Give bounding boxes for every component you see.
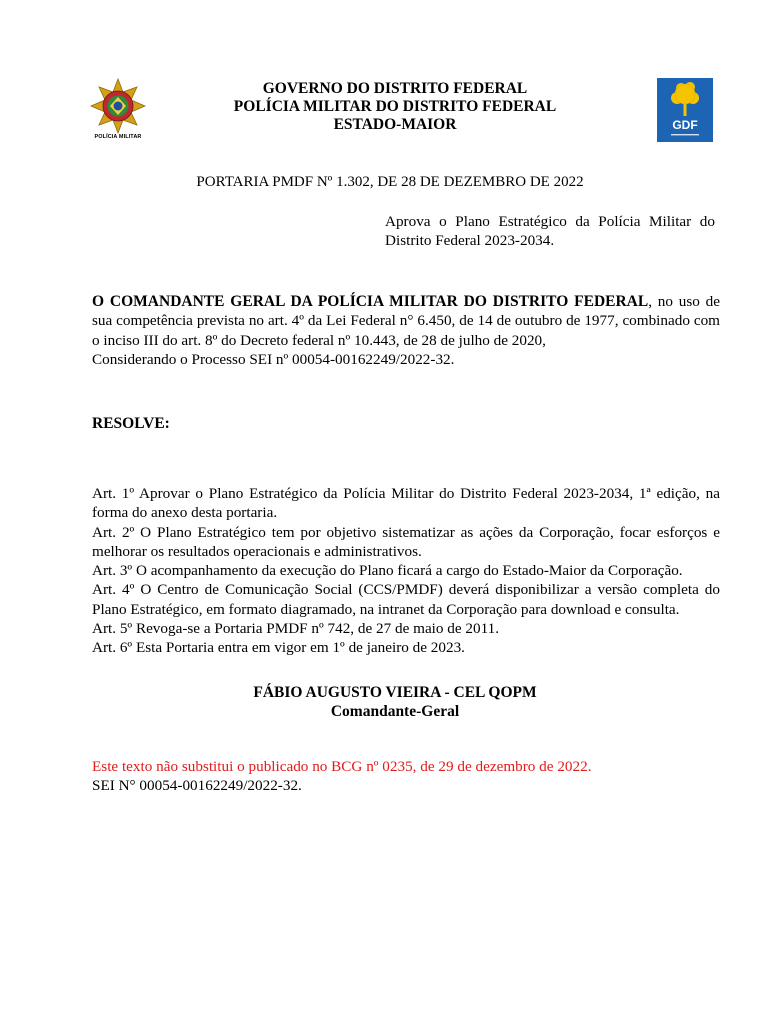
gdf-logo xyxy=(657,78,713,142)
gdf-logo-label: GDF xyxy=(672,118,698,132)
gdf-logo-slogan xyxy=(657,133,713,138)
article-6: Art. 6º Esta Portaria entra em vigor em 1º de janeiro de 2023. xyxy=(92,639,465,657)
articles-list xyxy=(92,484,720,658)
preamble-considering: Considerando o Processo SEI nº 00054-00162249/2022-32. xyxy=(92,350,455,368)
article-4: Art. 4º O Centro de Comunicação Social (CCS/PMDF) deverá disponibilizar a versão completa do Plano Estratégico, em formato diagramado, na intranet da Corporação para download e consulta. xyxy=(92,581,720,618)
header-government: GOVERNO DO DISTRITO FEDERAL xyxy=(262,80,528,97)
article-1: Art. 1º Aprovar o Plano Estratégico da Polícia Militar do Distrito Federal 2023-2034, 1ª edição, na forma do anexo desta portaria. xyxy=(92,485,720,522)
policia-militar-logo xyxy=(90,78,146,150)
policia-militar-logo-label: POLÍCIA MILITAR xyxy=(94,134,142,140)
policia-militar-emblem-icon xyxy=(90,78,146,134)
gdf-ipe-tree-icon xyxy=(657,78,713,120)
preamble-competence: , no uso de sua competência prevista no art. 4º da Lei Federal n° 6.450, de 14 de outubro de 1977, combinado com o inciso III do art. 8º do Decreto federal nº 10.443, de 28 de julho de 2020, xyxy=(92,293,720,349)
signature-role: Comandante-Geral xyxy=(330,703,460,720)
preamble xyxy=(92,292,720,369)
portaria-title: PORTARIA PMDF Nº 1.302, DE 28 DE DEZEMBRO DE 2022 xyxy=(196,174,584,190)
publication-notice: Este texto não substitui o publicado no BCG nº 0235, de 29 de dezembro de 2022. xyxy=(92,758,592,775)
preamble-paragraph xyxy=(92,292,720,350)
sei-number: SEI N° 00054-00162249/2022-32. xyxy=(92,777,302,794)
ementa: Aprova o Plano Estratégico da Polícia Militar do Distrito Federal 2023-2034. xyxy=(385,213,715,250)
header-department: ESTADO-MAIOR xyxy=(333,116,457,133)
article-3: Art. 3º O acompanhamento da execução do Plano ficará a cargo do Estado-Maior da Corporação. xyxy=(92,562,683,580)
article-5: Art. 5º Revoga-se a Portaria PMDF nº 742, de 27 de maio de 2011. xyxy=(92,620,500,638)
preamble-authority: O COMANDANTE GERAL DA POLÍCIA MILITAR DO DISTRITO FEDERAL xyxy=(92,293,649,310)
resolve-heading: RESOLVE: xyxy=(92,415,170,432)
header-institution: POLÍCIA MILITAR DO DISTRITO FEDERAL xyxy=(233,98,557,115)
signature-name: FÁBIO AUGUSTO VIEIRA - CEL QOPM xyxy=(253,684,537,701)
article-2: Art. 2º O Plano Estratégico tem por objetivo sistematizar as ações da Corporação, focar esforços e melhorar os resultados operacionais e administrativos. xyxy=(92,523,720,560)
